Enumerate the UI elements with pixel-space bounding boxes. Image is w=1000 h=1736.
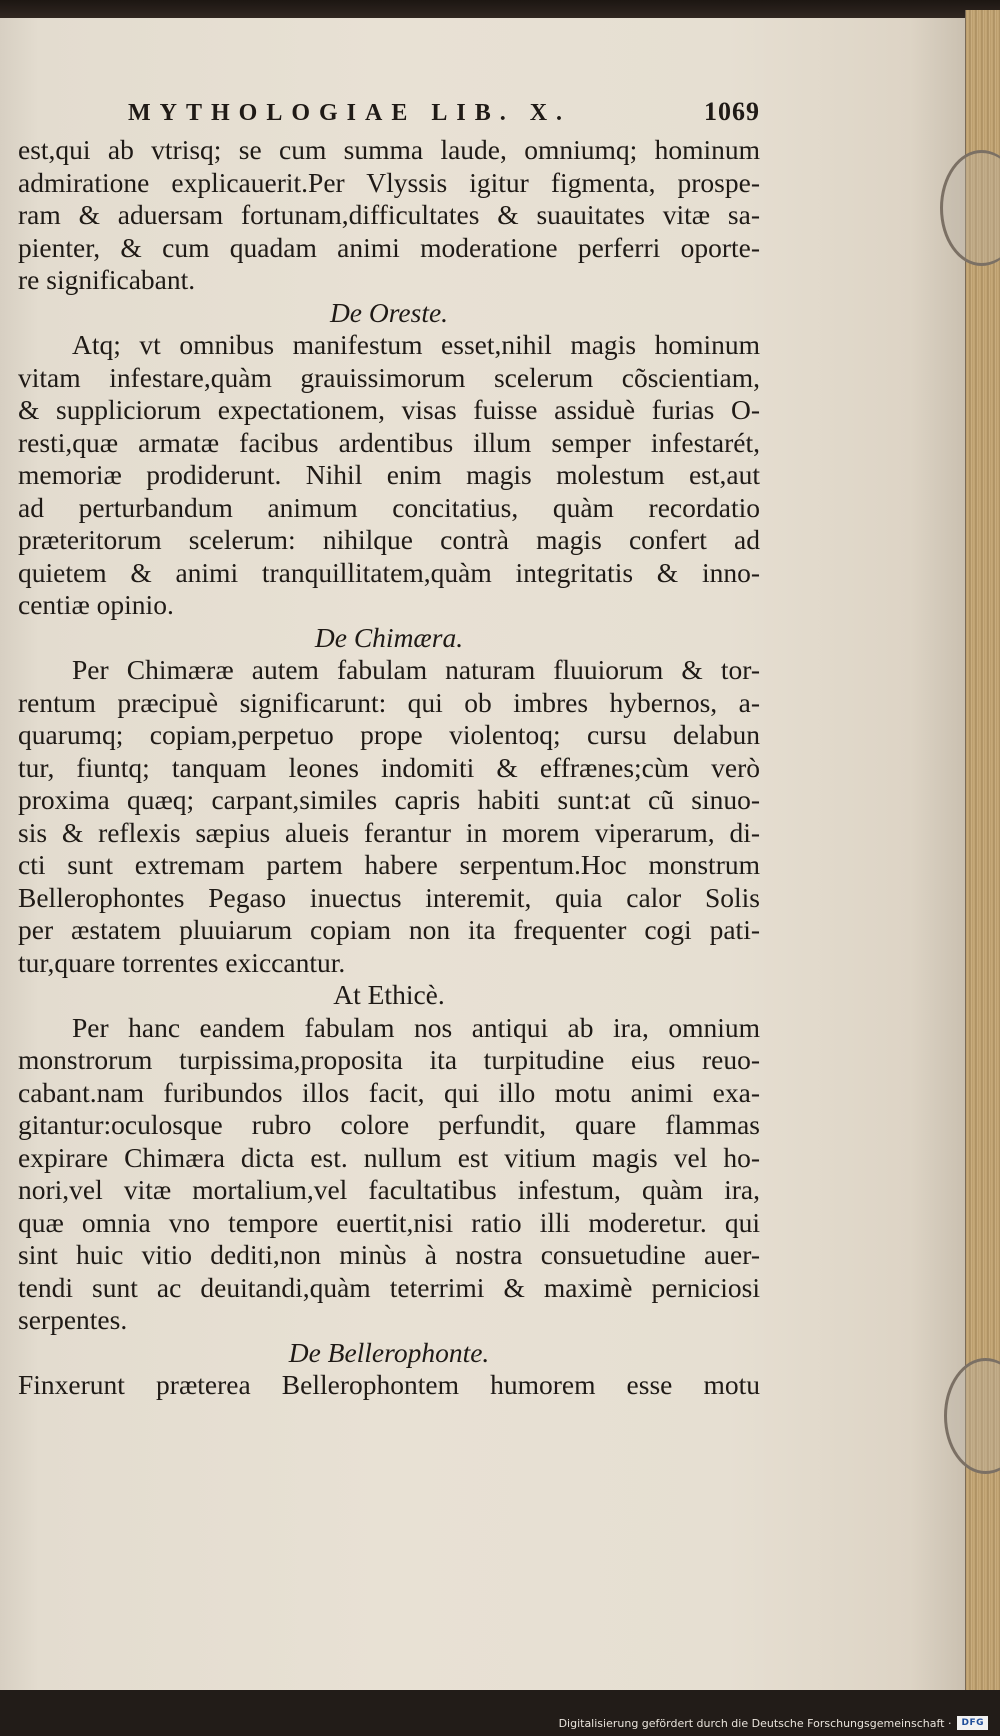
text-line: ram & aduersam fortunam,difficultates & suauitates vitæ sa- <box>18 199 760 230</box>
dfg-logo: DFG <box>957 1716 988 1730</box>
text-line: rentum præcipuè significarunt: qui ob imbres hybernos, a- <box>18 686 760 718</box>
text-line: & suppliciorum expectationem, visas fuisse assiduè furias O- <box>18 394 760 425</box>
text-line: nori,vel vitæ mortalium,vel facultatibus infestum, quàm ira, <box>18 1174 760 1205</box>
text-line: memoriæ prodiderunt. Nihil enim magis molestum est,aut <box>18 459 760 490</box>
section-heading: De Chimæra. <box>314 621 464 653</box>
text-line: proxima quæq; carpant,similes capris habiti sunt:at cũ sinuo- <box>18 784 760 815</box>
credit-text: Digitalisierung gefördert durch die Deutsche Forschungsgemeinschaft · <box>558 1716 952 1730</box>
text-line: gitantur:oculosque rubro colore perfundit, quare flammas <box>18 1109 760 1140</box>
text-line: sis & reflexis sæpius alueis ferantur in morem viperarum, di- <box>18 816 760 848</box>
text-line: quietem & animi tranquillitatem,quàm integritatis & inno- <box>18 556 760 588</box>
text-line: tur,quare torrentes exiccantur. <box>18 946 346 978</box>
text-line: est,qui ab vtrisq; se cum summa laude, omniumq; hominum <box>18 134 760 165</box>
section-heading: At Ethicè. <box>333 979 445 1010</box>
text-line: cti sunt extremam partem habere serpentum.Hoc monstrum <box>18 849 760 880</box>
section-heading: De Oreste. <box>329 296 449 328</box>
text-line: pienter, & cum quadam animi moderatione perferri oporte- <box>18 231 760 263</box>
text-line: cabant.nam furibundos illos facit, qui illo motu animi exa- <box>18 1076 760 1108</box>
text-line: tur, fiuntq; tanquam leones indomiti & effrænes;cùm verò <box>18 751 760 783</box>
text-line: per æstatem pluuiarum copiam non ita frequenter cogi pati- <box>18 914 760 945</box>
running-head <box>18 96 760 132</box>
text-lines <box>18 134 760 1402</box>
text-line: admiratione explicauerit.Per Vlyssis igitur figmenta, prospe- <box>18 166 760 198</box>
text-line: serpentes. <box>18 1304 128 1335</box>
text-line: monstrorum turpissima,proposita ita turpitudine eius reuo- <box>18 1044 760 1075</box>
text-line: quarumq; copiam,perpetuo prope violentoq; cursu delabun <box>18 719 760 750</box>
digitization-credit <box>559 1716 988 1730</box>
section-heading: De Bellerophonte. <box>288 1336 490 1368</box>
text-line: quæ omnia vno tempore euertit,nisi ratio illi moderetur. qui <box>18 1206 760 1238</box>
text-line: ad perturbandum animum concitatius, quàm recordatio <box>18 491 760 523</box>
text-line: expirare Chimæra dicta est. nullum est vitium magis vel ho- <box>18 1141 760 1173</box>
text-line: Finxerunt præterea Bellerophontem humorem esse motu <box>18 1369 760 1400</box>
text-line: centiæ opinio. <box>18 589 174 620</box>
text-line: sint huic vitio dediti,non minùs à nostra consuetudine auer- <box>18 1239 760 1270</box>
text-line: vitam infestare,quàm grauissimorum scelerum cõscientiam, <box>18 361 760 393</box>
running-title: MYTHOLOGIAE LIB. X. <box>128 100 572 126</box>
text-line: præteritorum scelerum: nihilque contrà magis confert ad <box>18 524 760 555</box>
text-line: Bellerophontes Pegaso inuectus interemit, quia calor Solis <box>18 881 760 913</box>
text-line: tendi sunt ac deuitandi,quàm teterrimi & maximè perniciosi <box>18 1271 760 1303</box>
page-text-block <box>18 96 760 1402</box>
book-page <box>0 18 970 1696</box>
page-number: 1069 <box>704 97 760 126</box>
bottom-scan-border <box>0 1690 1000 1736</box>
paragraph-first-line: Per hanc eandem fabulam nos antiqui ab ira, omnium <box>72 1011 760 1043</box>
text-line: re significabant. <box>18 264 196 295</box>
text-line: resti,quæ armatæ facibus ardentibus illum semper infestarét, <box>18 426 760 458</box>
paragraph-first-line: Per Chimæræ autem fabulam naturam fluuiorum & tor- <box>72 654 760 685</box>
paragraph-first-line: Atq; vt omnibus manifestum esset,nihil magis hominum <box>72 329 760 360</box>
